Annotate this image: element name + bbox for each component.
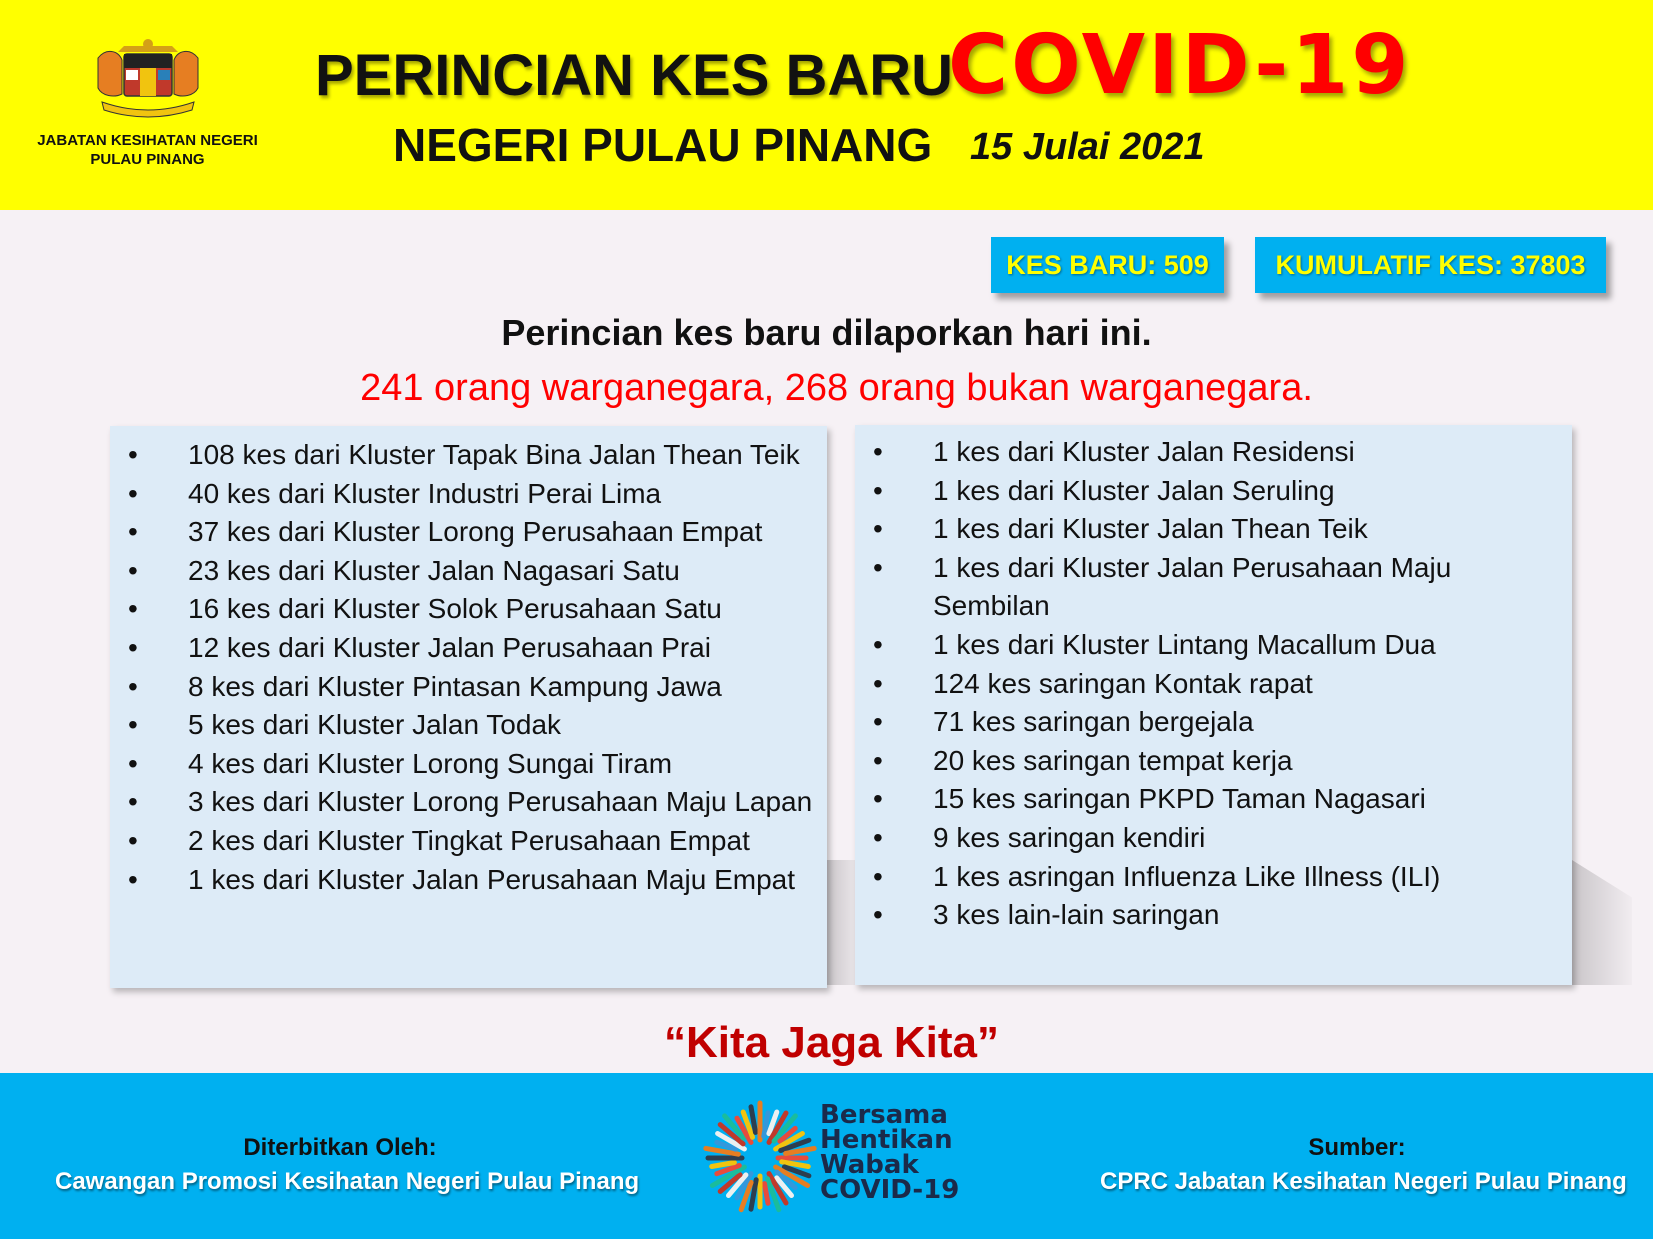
list-item: • 71 kes saringan bergejala xyxy=(873,703,1563,742)
list-item: • 9 kes saringan kendiri xyxy=(873,819,1563,858)
campaign-line: Wabak xyxy=(820,1150,919,1180)
list-item: • 37 kes dari Kluster Lorong Perusahaan Empat xyxy=(128,513,818,552)
campaign-line: Hentikan xyxy=(820,1125,953,1155)
list-item: • 1 kes dari Kluster Jalan Seruling xyxy=(873,472,1563,511)
cluster-list-right xyxy=(873,433,1563,935)
list-item: • 1 kes dari Kluster Jalan Perusahaan Maju Empat xyxy=(128,861,818,900)
panel-shadow xyxy=(827,860,855,985)
list-item: • 1 kes dari Kluster Jalan Residensi xyxy=(873,433,1563,472)
list-item: • 1 kes asringan Influenza Like Illness (ILI) xyxy=(873,858,1563,897)
list-item: • 3 kes lain-lain saringan xyxy=(873,896,1563,935)
list-item: • 5 kes dari Kluster Jalan Todak xyxy=(128,706,818,745)
list-item: • 4 kes dari Kluster Lorong Sungai Tiram xyxy=(128,745,818,784)
slogan: “Kita Jaga Kita” xyxy=(664,1018,999,1067)
source-label: Sumber: xyxy=(1308,1134,1406,1161)
list-item: • 2 kes dari Kluster Tingkat Perusahaan Empat xyxy=(128,822,818,861)
starburst-logo-icon xyxy=(700,1098,820,1218)
campaign-line: Bersama xyxy=(820,1100,948,1130)
report-date: 15 Julai 2021 xyxy=(970,126,1205,168)
publisher-name: Cawangan Promosi Kesihatan Negeri Pulau Pinang xyxy=(55,1168,640,1195)
source-name: CPRC Jabatan Kesihatan Negeri Pulau Pinang xyxy=(1100,1168,1627,1195)
list-item: • 12 kes dari Kluster Jalan Perusahaan Prai xyxy=(128,629,818,668)
list-item: • 3 kes dari Kluster Lorong Perusahaan Maju Lapan xyxy=(128,783,818,822)
agency-name xyxy=(20,131,275,169)
title-highlight: COVID-19 xyxy=(948,18,1412,113)
cluster-list-panel-left xyxy=(110,426,827,988)
page-title: PERINCIAN KES BARU xyxy=(315,43,954,108)
list-item: • 124 kes saringan Kontak rapat xyxy=(873,665,1563,704)
citizenship-breakdown: 241 orang warganegara, 268 orang bukan warganegara. xyxy=(360,367,1313,409)
list-item: • 16 kes dari Kluster Solok Perusahaan Satu xyxy=(128,590,818,629)
cluster-list-left xyxy=(128,436,818,899)
agency-line2: PULAU PINANG xyxy=(90,151,205,168)
list-item: • 108 kes dari Kluster Tapak Bina Jalan Thean Teik xyxy=(128,436,818,475)
starburst-ray xyxy=(765,1184,769,1204)
list-item: • 15 kes saringan PKPD Taman Nagasari xyxy=(873,780,1563,819)
list-item: • 23 kes dari Kluster Jalan Nagasari Satu xyxy=(128,552,818,591)
list-item: • 8 kes dari Kluster Pintasan Kampung Jawa xyxy=(128,668,818,707)
page-subtitle: NEGERI PULAU PINANG xyxy=(393,119,933,171)
summary-heading: Perincian kes baru dilaporkan hari ini. xyxy=(501,312,1152,353)
publisher-label: Diterbitkan Oleh: xyxy=(243,1134,437,1161)
cluster-list-panel-right xyxy=(855,425,1572,985)
list-item: • 1 kes dari Kluster Lintang Macallum Dua xyxy=(873,626,1563,665)
agency-line1: JABATAN KESIHATAN NEGERI xyxy=(37,132,258,149)
list-item: • 20 kes saringan tempat kerja xyxy=(873,742,1563,781)
header-banner xyxy=(0,0,1653,210)
campaign-line: COVID-19 xyxy=(820,1175,960,1205)
cumulative-cases-badge: KUMULATIF KES: 37803 xyxy=(1255,237,1606,293)
campaign-logo-text xyxy=(820,1100,960,1205)
list-item: • 1 kes dari Kluster Jalan Perusahaan Maju Sembilan xyxy=(873,549,1563,626)
list-item: • 40 kes dari Kluster Industri Perai Lima xyxy=(128,475,818,514)
new-cases-badge: KES BARU: 509 xyxy=(991,237,1224,293)
coat-of-arms-icon xyxy=(88,38,208,120)
list-item: • 1 kes dari Kluster Jalan Thean Teik xyxy=(873,510,1563,549)
panel-shadow xyxy=(1572,860,1632,985)
